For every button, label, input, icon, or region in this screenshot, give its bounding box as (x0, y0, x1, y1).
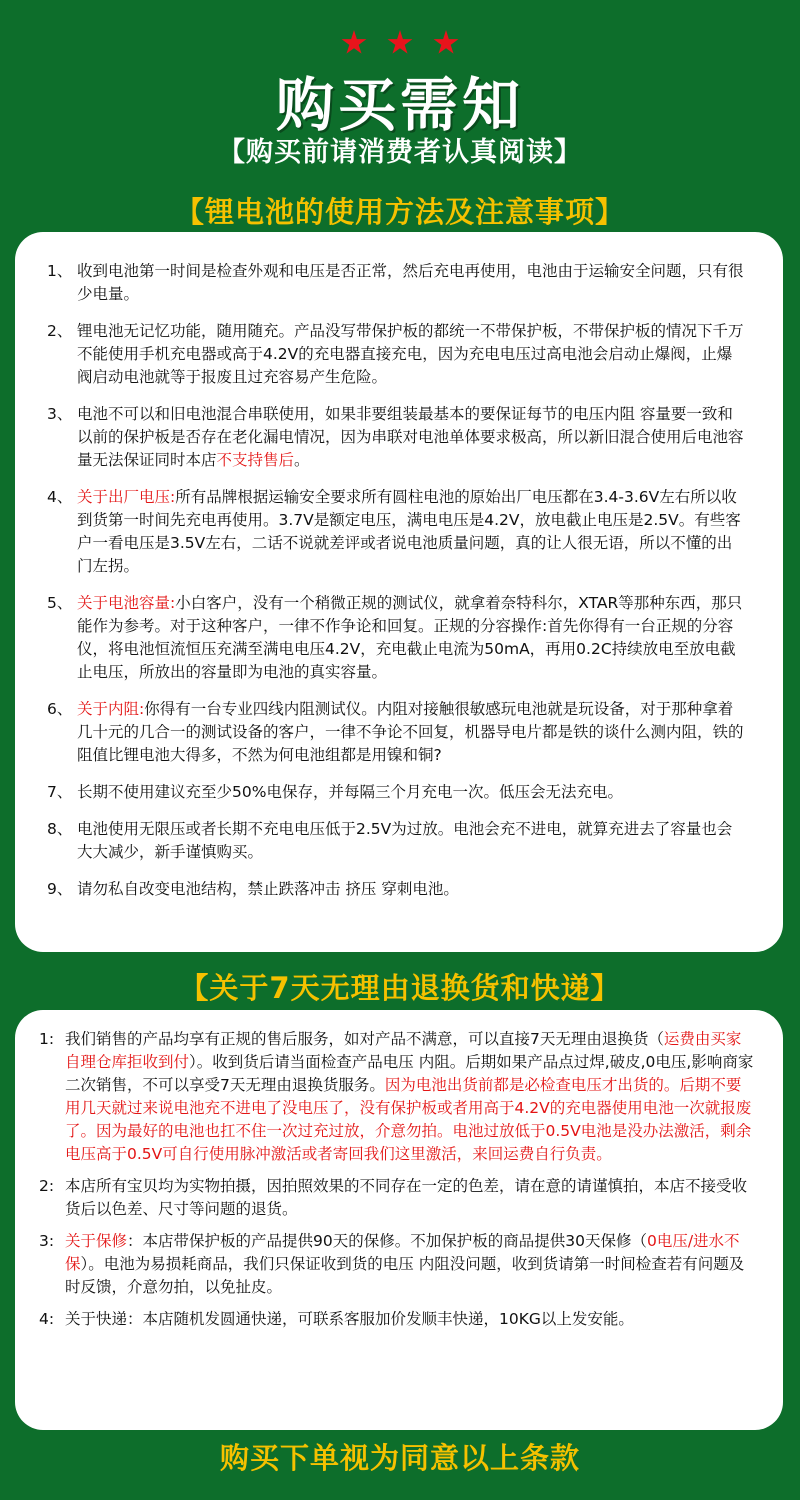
item-number: 4: (39, 1310, 55, 1328)
list-item (47, 878, 747, 901)
item-text: ）。收到货后请当面检查产品电压 内阻。后期如果产品点过焊,破皮,0电压,影响商家二次销售，不可以享受7天无理由退换货服务。 (65, 1053, 754, 1094)
page-subtitle: 【购买前请消费者认真阅读】 (218, 137, 582, 168)
item-text: 电池不可以和旧电池混合串联使用，如果非要组装最基本的要保证每节的电压内阻 容量要一致和以前的保护板是否存在老化漏电情况，因为串联对电池单体要求极高，所以新旧混合使用后电池容量无法保证同时本店 (77, 405, 744, 469)
list-item (39, 1028, 755, 1166)
item-text: 小白客户，没有一个稍微正规的测试仪，就拿着奈特科尔，XTAR等那种东西，那只能作为参考。对于这种客户，一律不作争论和回复。正规的分容操作:首先你得有一台正规的分容仪，将电池恒流恒压充满至满电电压4.2V，充电截止电流为50mA，再用0.2C持续放电至放电截止电压，所放出的容量即为电池的真实容量。 (77, 594, 743, 681)
battery-notes-card (15, 232, 783, 952)
item-text: ：本店带保护板的产品提供90天的保修。不加保护板的商品提供30天保修（ (127, 1232, 647, 1250)
item-number: 8、 (47, 820, 73, 838)
item-number: 6、 (47, 700, 73, 718)
item-number: 2、 (47, 322, 73, 340)
item-text: 你得有一台专业四线内阻测试仪。内阻对接触很敏感玩电池就是玩设备，对于那种拿着几十元的几合一的测试设备的客户，一律不争论不回复，机器导电片都是铁的谈什么测内阻，铁的阻值比锂电池大得多，不然为何电池组都是用镍和铜? (77, 700, 744, 764)
item-highlight: 关于出厂电压: (77, 488, 176, 506)
item-highlight: 0电压/进水不保 (65, 1232, 740, 1273)
star-icon (387, 30, 413, 56)
list-item (39, 1230, 755, 1299)
item-highlight: 关于内阻: (77, 700, 145, 718)
item-highlight: 因为电池出货前都是必检查电压才出货的。后期不要用几天就过来说电池充不进电了没电压了，没有保护板或者用高于4.2V的充电器使用电池一次就报废了。因为最好的电池也扛不住一次过充过放，介意勿拍。电池过放低于0.5V电池是没办法激活，剩余电压高于0.5V可自行使用脉冲激活或者寄回我们这里激活，来回运费自行负责。 (65, 1076, 752, 1163)
item-number: 5、 (47, 594, 73, 612)
item-number: 1、 (47, 262, 73, 280)
item-text: 关于快递：本店随机发圆通快递，可联系客服加价发顺丰快递，10KG以上发安能。 (65, 1310, 634, 1328)
item-text: 本店所有宝贝均为实物拍摄，因拍照效果的不同存在一定的色差，请在意的请谨慎拍，本店不接受收货后以色差、尺寸等问题的退货。 (65, 1177, 748, 1218)
item-number: 3: (39, 1232, 55, 1250)
item-number: 7、 (47, 783, 73, 801)
item-number: 4、 (47, 488, 73, 506)
item-text-end: 。 (294, 451, 310, 469)
item-text: 所有品牌根据运输安全要求所有圆柱电池的原始出厂电压都在3.4-3.6V左右所以收到货第一时间先充电再使用。3.7V是额定电压，满电电压是4.2V，放电截止电压是2.5V。有些客户一看电压是3.5V左右，二话不说就差评或者说电池质量问题，真的让人很无语，所以不懂的出门左拐。 (77, 488, 741, 575)
section-title-returns-shipping: 【关于7天无理由退换货和快递】 (179, 971, 621, 1005)
list-item (39, 1308, 755, 1331)
item-text: 锂电池无记忆功能，随用随充。产品没写带保护板的都统一不带保护板，不带保护板的情况下千万不能使用手机充电器或高于4.2V的充电器直接充电，因为充电电压过高电池会启动止爆阀，止爆阀启动电池就等于报废且过充容易产生危险。 (77, 322, 744, 386)
item-number: 9、 (47, 880, 73, 898)
page-title: 购买需知 (275, 71, 524, 139)
item-number: 3、 (47, 405, 73, 423)
item-highlight: 运费由买家自理仓库拒收到付 (65, 1030, 742, 1071)
item-text: 我们销售的产品均享有正规的售后服务，如对产品不满意，可以直接7天无理由退换货（ (65, 1030, 664, 1048)
stars-decoration (0, 30, 800, 56)
footer-agreement: 购买下单视为同意以上条款 (219, 1441, 580, 1475)
list-item (47, 818, 747, 864)
list-item (47, 260, 747, 306)
item-highlight: 关于电池容量: (77, 594, 176, 612)
item-text: ）。电池为易损耗商品，我们只保证收到货的电压 内阻没问题，收到货请第一时间检查若有问题及时反馈，介意勿拍，以免扯皮。 (65, 1255, 745, 1296)
list-item (47, 592, 747, 684)
list-item (47, 320, 747, 389)
item-number: 2: (39, 1177, 55, 1195)
item-text: 请勿私自改变电池结构，禁止跌落冲击 挤压 穿刺电池。 (77, 880, 459, 898)
item-text: 长期不使用建议充至少50%电保存，并每隔三个月充电一次。低压会无法充电。 (77, 783, 623, 801)
returns-shipping-card (15, 1010, 783, 1430)
section-title-battery-usage: 【锂电池的使用方法及注意事项】 (174, 195, 625, 229)
list-item (39, 1175, 755, 1221)
list-item (47, 486, 747, 578)
item-text: 收到电池第一时间是检查外观和电压是否正常，然后充电再使用，电池由于运输安全问题，只有很少电量。 (77, 262, 744, 303)
list-item (47, 781, 747, 804)
list-item (47, 403, 747, 472)
list-item (47, 698, 747, 767)
item-text: 电池使用无限压或者长期不充电电压低于2.5V为过放。电池会充不进电，就算充进去了容量也会大大减少，新手谨慎购买。 (77, 820, 733, 861)
star-icon (341, 30, 367, 56)
item-number: 1: (39, 1030, 55, 1048)
item-highlight: 关于保修 (65, 1232, 128, 1250)
item-highlight: 不支持售后 (216, 451, 295, 469)
star-icon (433, 30, 459, 56)
